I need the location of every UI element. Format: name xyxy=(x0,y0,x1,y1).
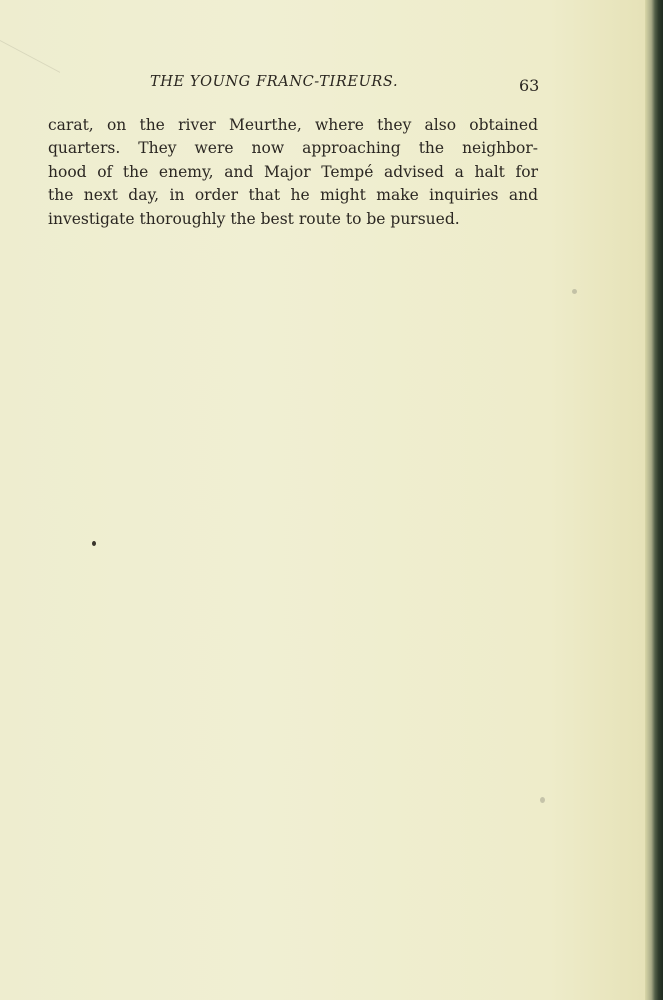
book-binding-edge xyxy=(645,0,663,1000)
running-title: THE YOUNG FRANC-TIREURS. xyxy=(150,74,399,90)
ink-speck xyxy=(92,541,96,546)
body-paragraph xyxy=(48,114,538,231)
text-line: investigate thoroughly the best route to be pursued. xyxy=(48,209,460,228)
text-line: quarters. They were now approaching the neighbor- xyxy=(48,139,538,158)
page-header xyxy=(0,74,645,98)
paper-blemish xyxy=(572,289,577,294)
page-fold-mark xyxy=(0,0,60,73)
paper-blemish xyxy=(540,797,545,803)
text-line: hood of the enemy, and Major Tempé advised a halt for xyxy=(48,162,538,181)
page-number: 63 xyxy=(519,76,540,95)
text-line: the next day, in order that he might make inquiries and xyxy=(48,186,538,205)
text-line: carat, on the river Meurthe, where they also obtained xyxy=(48,116,538,134)
